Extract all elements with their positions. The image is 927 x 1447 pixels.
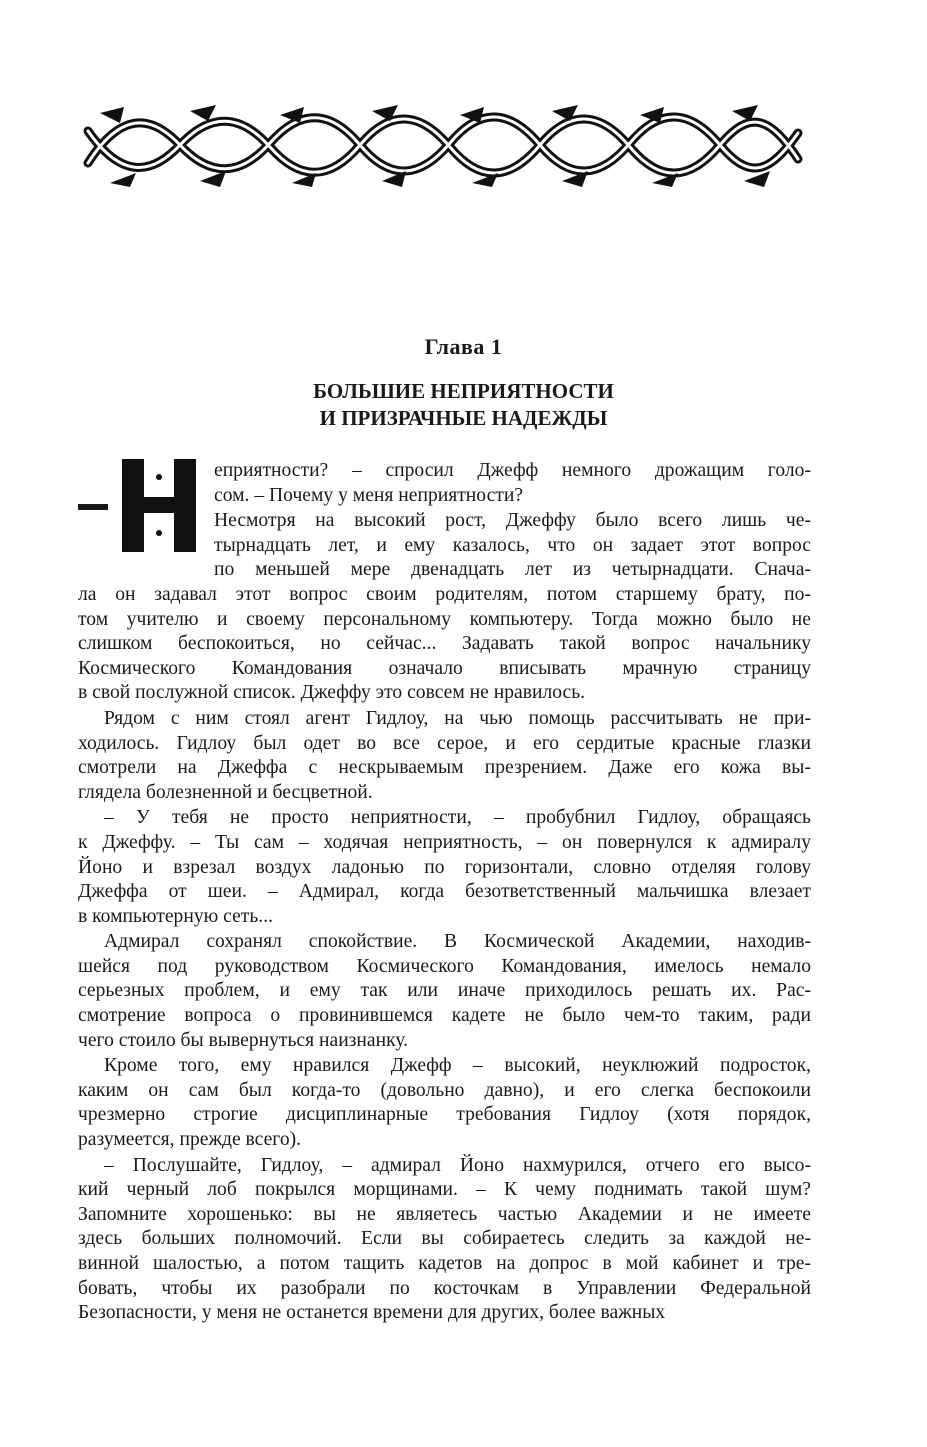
text-line: Кроме того, ему нравился Джефф – высокий, неуклюжий подросток, xyxy=(104,1055,811,1077)
text-line: здесь больших полномочий. Если вы собираетесь следить за каждой не- xyxy=(78,1228,811,1250)
chapter-title-line-1: БОЛЬШИЕ НЕПРИЯТНОСТИ xyxy=(313,379,614,403)
text-line: Джеффа от шеи. – Адмирал, когда безответственный мальчишка влезает xyxy=(78,881,811,903)
text-line: бовать, чтобы их разобрали по косточкам в Управлении Федеральной xyxy=(78,1277,811,1299)
text-line: тырнадцать лет, и ему казалось, что он задает этот вопрос xyxy=(214,534,811,556)
text-line: в компьютерную сеть... xyxy=(78,905,273,927)
paragraph xyxy=(214,459,811,508)
text-line: Запомните хорошенько: вы не являетесь частью Академии и не имеете xyxy=(78,1203,811,1225)
text-line: слишком беспокоиться, но сейчас... Задавать такой вопрос начальнику xyxy=(78,633,811,655)
text-line: в свой послужной список. Джеффу это совсем не нравилось. xyxy=(78,682,586,704)
text-line: шейся под руководством Космического Командования, имелось немало xyxy=(78,955,811,977)
text-line: Несмотря на высокий рост, Джеффу было всего лишь че- xyxy=(214,510,811,532)
chapter-label: Глава 1 xyxy=(424,334,503,359)
text-line: разумеется, прежде всего). xyxy=(78,1129,302,1151)
text-line: сом. – Почему у меня неприятности? xyxy=(214,484,524,506)
text-line: серьезных проблем, и ему так или иначе приходилось решать их. Рас- xyxy=(78,980,811,1002)
paragraph xyxy=(78,1054,811,1152)
text-line: смотрели на Джеффа с нескрываемым презрением. Даже его кожа вы- xyxy=(78,757,811,779)
text-line: ла он задавал этот вопрос своим родителям, потом старшему брату, по- xyxy=(78,583,811,605)
text-line: каким он сам был когда-то (довольно давно), и его слегка беспокоили xyxy=(78,1079,811,1101)
chapter-body xyxy=(78,459,811,1327)
text-line: Космического Командования означало вписывать мрачную страницу xyxy=(78,657,811,679)
text-line: смотрение вопроса о провинившемся кадете не было чем-то таким, ради xyxy=(78,1005,811,1027)
text-line: кий черный лоб покрылся морщинами. – К чему поднимать такой шум? xyxy=(78,1179,811,1201)
paragraph xyxy=(78,509,811,706)
text-line: ходилось. Гидлоу был одет во все серое, и его сердитые красные глазки xyxy=(78,732,811,754)
text-line: – Послушайте, Гидлоу, – адмирал Йоно нахмурился, отчего его высо- xyxy=(104,1154,811,1176)
paragraph xyxy=(78,1154,811,1326)
chapter-title xyxy=(0,378,927,432)
text-line: том учителю и своему персональному компьютеру. Тогда можно было не xyxy=(78,608,811,630)
text-line: Безопасности, у меня не останется времени для других, более важных xyxy=(78,1302,666,1324)
text-line: к Джеффу. – Ты сам – ходячая неприятность, – он повернулся к адмиралу xyxy=(78,831,811,853)
text-line: глядела болезненной и бесцветной. xyxy=(78,781,373,803)
text-line: по меньшей мере двенадцать лет из четырнадцати. Снача- xyxy=(214,559,811,581)
text-line: Адмирал сохранял спокойствие. В Космической Академии, находив- xyxy=(104,931,811,953)
text-line: – У тебя не просто неприятности, – пробубнил Гидлоу, обращаясь xyxy=(104,807,811,829)
celtic-knot-ornament xyxy=(80,103,806,187)
text-line: чего стоило бы вывернуться наизнанку. xyxy=(78,1029,409,1051)
chapter-title-line-2: И ПРИЗРАЧНЫЕ НАДЕЖДЫ xyxy=(319,406,608,430)
paragraph xyxy=(78,707,811,805)
text-line: Йоно и взрезал воздух ладонью по горизонтали, словно отделяя голову xyxy=(78,856,811,878)
text-line: еприятности? – спросил Джефф немного дрожащим голо- xyxy=(214,460,811,481)
text-line: Рядом с ним стоял агент Гидлоу, на чью помощь рассчитывать не при- xyxy=(104,707,811,729)
text-line: чрезмерно строгие дисциплинарные требования Гидлоу (хотя порядок, xyxy=(78,1104,811,1126)
paragraph xyxy=(78,930,811,1053)
paragraph xyxy=(78,806,811,929)
text-line: винной шалостью, а потом тащить кадетов на допрос в мой кабинет и тре- xyxy=(78,1253,811,1274)
